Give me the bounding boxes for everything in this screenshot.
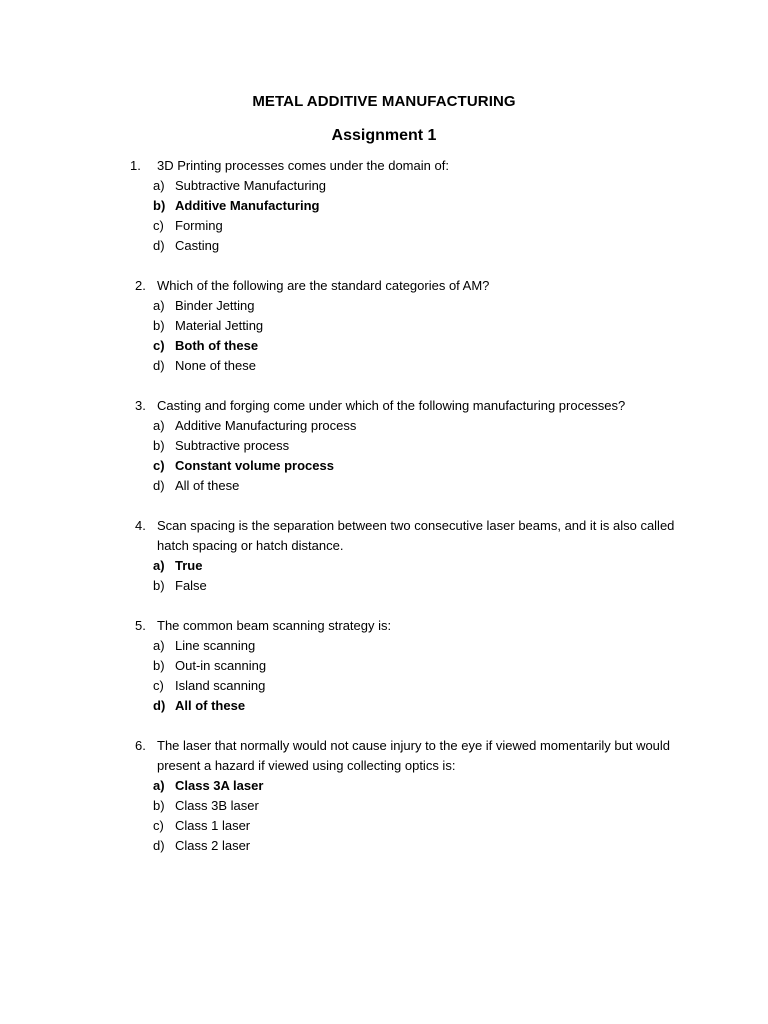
question-block — [0, 156, 768, 256]
answer-option — [0, 676, 768, 696]
question-block — [0, 616, 768, 716]
option-text: Both of these — [175, 338, 259, 353]
option-label: b) — [153, 438, 165, 453]
question-block — [0, 276, 768, 376]
question-stem — [0, 396, 768, 416]
question-text: Scan spacing is the separation between two consecutive laser beams, and it is also called hatch spacing or hatch distance. — [157, 518, 675, 553]
option-text: All of these — [175, 698, 246, 713]
document-title: METAL ADDITIVE MANUFACTURING — [252, 93, 516, 110]
option-label: a) — [153, 178, 165, 193]
answer-option-correct — [0, 456, 768, 476]
answer-option-correct — [0, 336, 768, 356]
answer-option — [0, 576, 768, 596]
answer-option — [0, 636, 768, 656]
option-text: Class 1 laser — [175, 818, 251, 833]
option-label: a) — [153, 638, 165, 653]
option-label: b) — [153, 198, 166, 213]
option-label: a) — [153, 418, 165, 433]
question-text: 3D Printing processes comes under the domain of: — [157, 158, 449, 173]
option-text: Additive Manufacturing — [175, 198, 320, 213]
option-text: None of these — [175, 358, 256, 373]
option-text: Subtractive process — [175, 438, 290, 453]
option-text: Class 3B laser — [175, 798, 259, 813]
option-label: d) — [153, 698, 166, 713]
option-label: a) — [153, 558, 165, 573]
question-stem — [0, 516, 768, 556]
option-text: Subtractive Manufacturing — [175, 178, 327, 193]
question-block — [0, 516, 768, 596]
question-number: 6. — [135, 738, 146, 753]
option-label: d) — [153, 838, 165, 853]
option-text: True — [175, 558, 203, 573]
answer-option-correct — [0, 556, 768, 576]
answer-option — [0, 796, 768, 816]
option-label: b) — [153, 658, 165, 673]
answer-option — [0, 356, 768, 376]
question-stem — [0, 616, 768, 636]
option-text: Constant volume process — [175, 458, 334, 473]
question-number: 3. — [135, 398, 146, 413]
option-label: d) — [153, 358, 165, 373]
question-text: The laser that normally would not cause injury to the eye if viewed momentarily but would present a hazard if viewed using collecting optics is: — [157, 738, 671, 773]
option-text: Forming — [175, 218, 223, 233]
answer-option — [0, 316, 768, 336]
option-label: d) — [153, 478, 165, 493]
question-stem — [0, 276, 768, 296]
option-text: Class 2 laser — [175, 838, 251, 853]
answer-option — [0, 176, 768, 196]
option-label: c) — [153, 218, 164, 233]
option-text: Additive Manufacturing process — [175, 418, 357, 433]
answer-option-correct — [0, 696, 768, 716]
document-subtitle: Assignment 1 — [331, 127, 437, 144]
question-number: 2. — [135, 278, 146, 293]
question-text: The common beam scanning strategy is: — [157, 618, 392, 633]
option-label: a) — [153, 298, 165, 313]
option-label: c) — [153, 458, 165, 473]
answer-option — [0, 296, 768, 316]
option-label: c) — [153, 338, 165, 353]
option-text: Out-in scanning — [175, 658, 267, 673]
answer-option — [0, 476, 768, 496]
answer-option — [0, 216, 768, 236]
question-block — [0, 736, 768, 856]
option-text: Material Jetting — [175, 318, 264, 333]
question-stem — [0, 736, 768, 776]
option-text: Line scanning — [175, 638, 256, 653]
question-text: Casting and forging come under which of the following manufacturing processes? — [157, 398, 626, 413]
option-text: Binder Jetting — [175, 298, 255, 313]
answer-option-correct — [0, 776, 768, 796]
answer-option — [0, 436, 768, 456]
answer-option — [0, 656, 768, 676]
answer-option — [0, 236, 768, 256]
question-text: Which of the following are the standard categories of AM? — [157, 278, 490, 293]
answer-option — [0, 416, 768, 436]
option-label: c) — [153, 678, 164, 693]
option-text: All of these — [175, 478, 240, 493]
answer-option — [0, 836, 768, 856]
option-label: d) — [153, 238, 165, 253]
question-number: 5. — [135, 618, 146, 633]
answer-option-correct — [0, 196, 768, 216]
option-label: a) — [153, 778, 165, 793]
option-label: c) — [153, 818, 164, 833]
question-block — [0, 396, 768, 496]
option-label: b) — [153, 318, 165, 333]
option-text: Island scanning — [175, 678, 266, 693]
option-label: b) — [153, 798, 165, 813]
option-text: Class 3A laser — [175, 778, 264, 793]
option-label: b) — [153, 578, 165, 593]
option-text: Casting — [175, 238, 220, 253]
answer-option — [0, 816, 768, 836]
question-stem — [0, 156, 768, 176]
option-text: False — [175, 578, 207, 593]
question-number: 1. — [130, 158, 141, 173]
question-number: 4. — [135, 518, 146, 533]
